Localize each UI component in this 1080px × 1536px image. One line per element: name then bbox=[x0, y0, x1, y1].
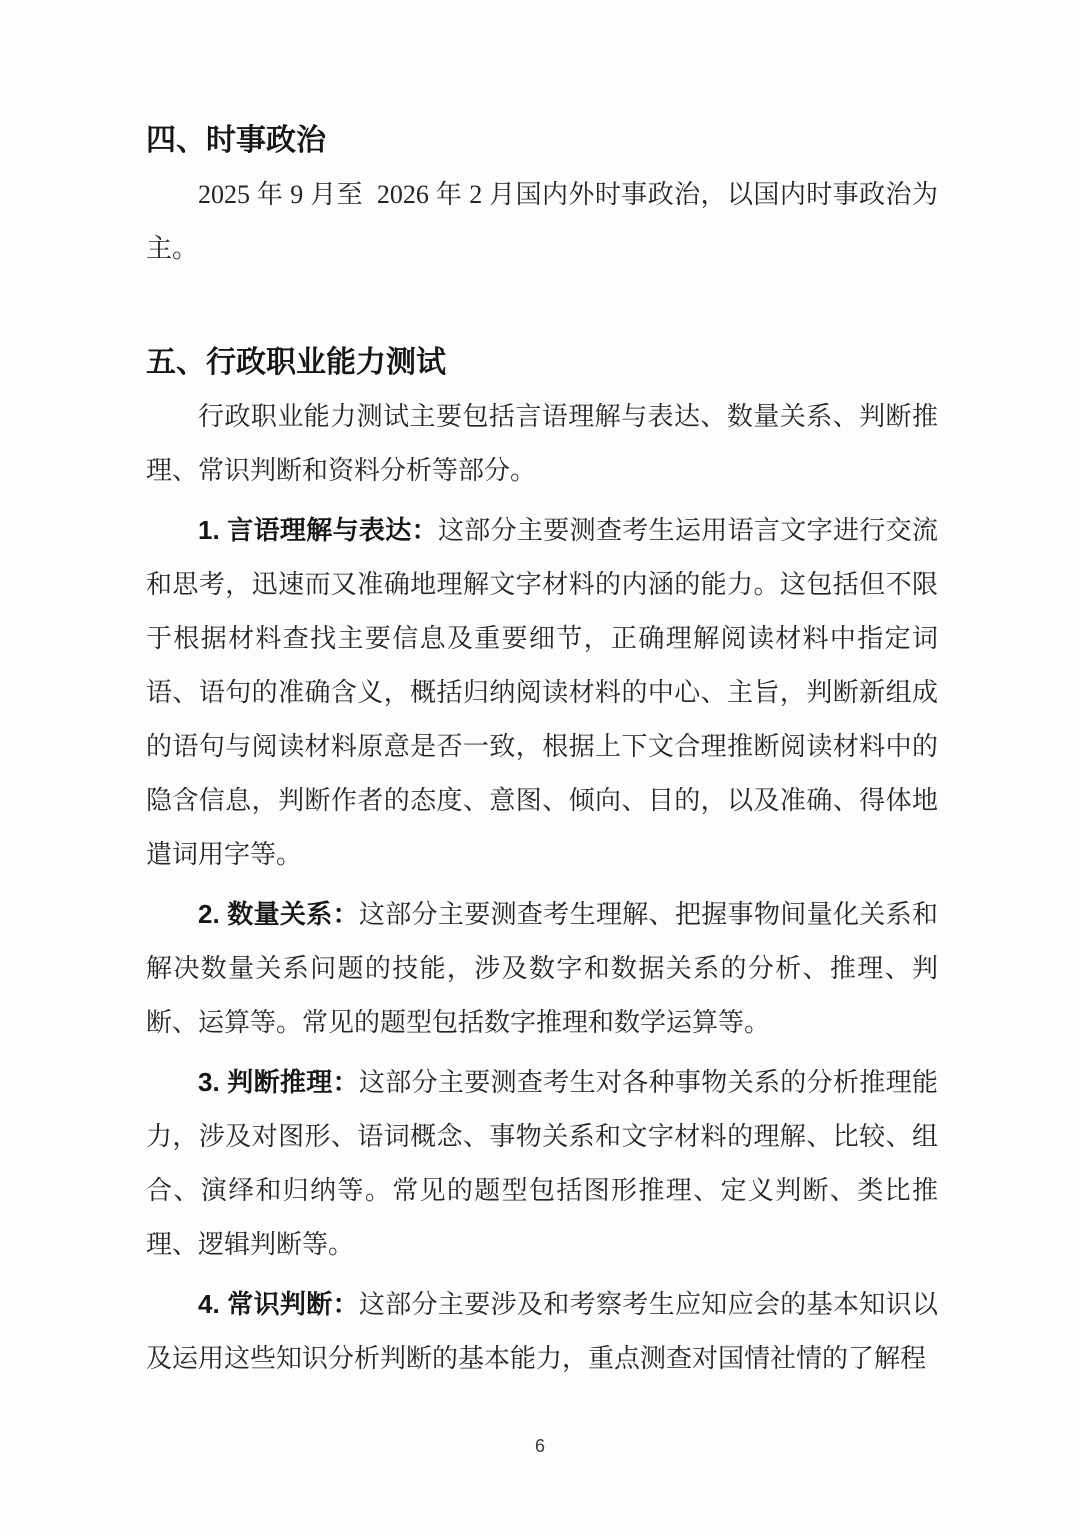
item-text-common-knowledge: 这部分主要涉及和考察考生应知应会的基本知识以及运用这些知识分析判断的基本能力，重点测查对国情社情的了解程 bbox=[146, 1290, 938, 1373]
item-label-verbal: 1. 言语理解与表达： bbox=[198, 515, 438, 545]
section-heading-current-affairs: 四、时事政治 bbox=[146, 124, 326, 157]
paragraph-item-common-knowledge bbox=[146, 1277, 938, 1386]
paragraph-item-quantitative bbox=[146, 887, 938, 1050]
section-aptitude-test bbox=[146, 336, 938, 1386]
item-text-judgment: 这部分主要测查考生对各种事物关系的分析推理能力，涉及对图形、语词概念、事物关系和文字材料的理解、比较、组合、演绎和归纳等。常见的题型包括图形推理、定义判断、类比推理、逻辑判断等。 bbox=[146, 1068, 938, 1259]
item-label-common-knowledge: 4. 常识判断： bbox=[198, 1289, 359, 1319]
page-number: 6 bbox=[534, 1436, 545, 1456]
document-content bbox=[146, 114, 938, 1386]
item-label-judgment: 3. 判断推理： bbox=[198, 1067, 359, 1097]
section-heading-aptitude-test: 五、行政职业能力测试 bbox=[146, 346, 446, 379]
paragraph-current-affairs: 2025 年 9 月至 2026 年 2 月国内外时事政治，以国内时事政治为主。 bbox=[146, 180, 938, 263]
paragraph-item-verbal bbox=[146, 503, 938, 882]
item-text-quantitative: 这部分主要测查考生理解、把握事物间量化关系和解决数量关系问题的技能，涉及数字和数据关系的分析、推理、判断、运算等。常见的题型包括数字推理和数学运算等。 bbox=[146, 900, 938, 1037]
paragraph-aptitude-intro: 行政职业能力测试主要包括言语理解与表达、数量关系、判断推理、常识判断和资料分析等部分。 bbox=[146, 402, 938, 485]
section-current-affairs bbox=[146, 114, 938, 276]
item-text-verbal: 这部分主要测查考生运用语言文字进行交流和思考，迅速而又准确地理解文字材料的内涵的能力。这包括但不限于根据材料查找主要信息及重要细节，正确理解阅读材料中指定词语、语句的准确含义，概括归纳阅读材料的中心、主旨，判断新组成的语句与阅读材料原意是否一致，根据上下文合理推断阅读材料中的隐含信息，判断作者的态度、意图、倾向、目的，以及准确、得体地遣词用字等。 bbox=[146, 516, 938, 869]
paragraph-item-judgment bbox=[146, 1055, 938, 1272]
item-label-quantitative: 2. 数量关系： bbox=[198, 899, 359, 929]
